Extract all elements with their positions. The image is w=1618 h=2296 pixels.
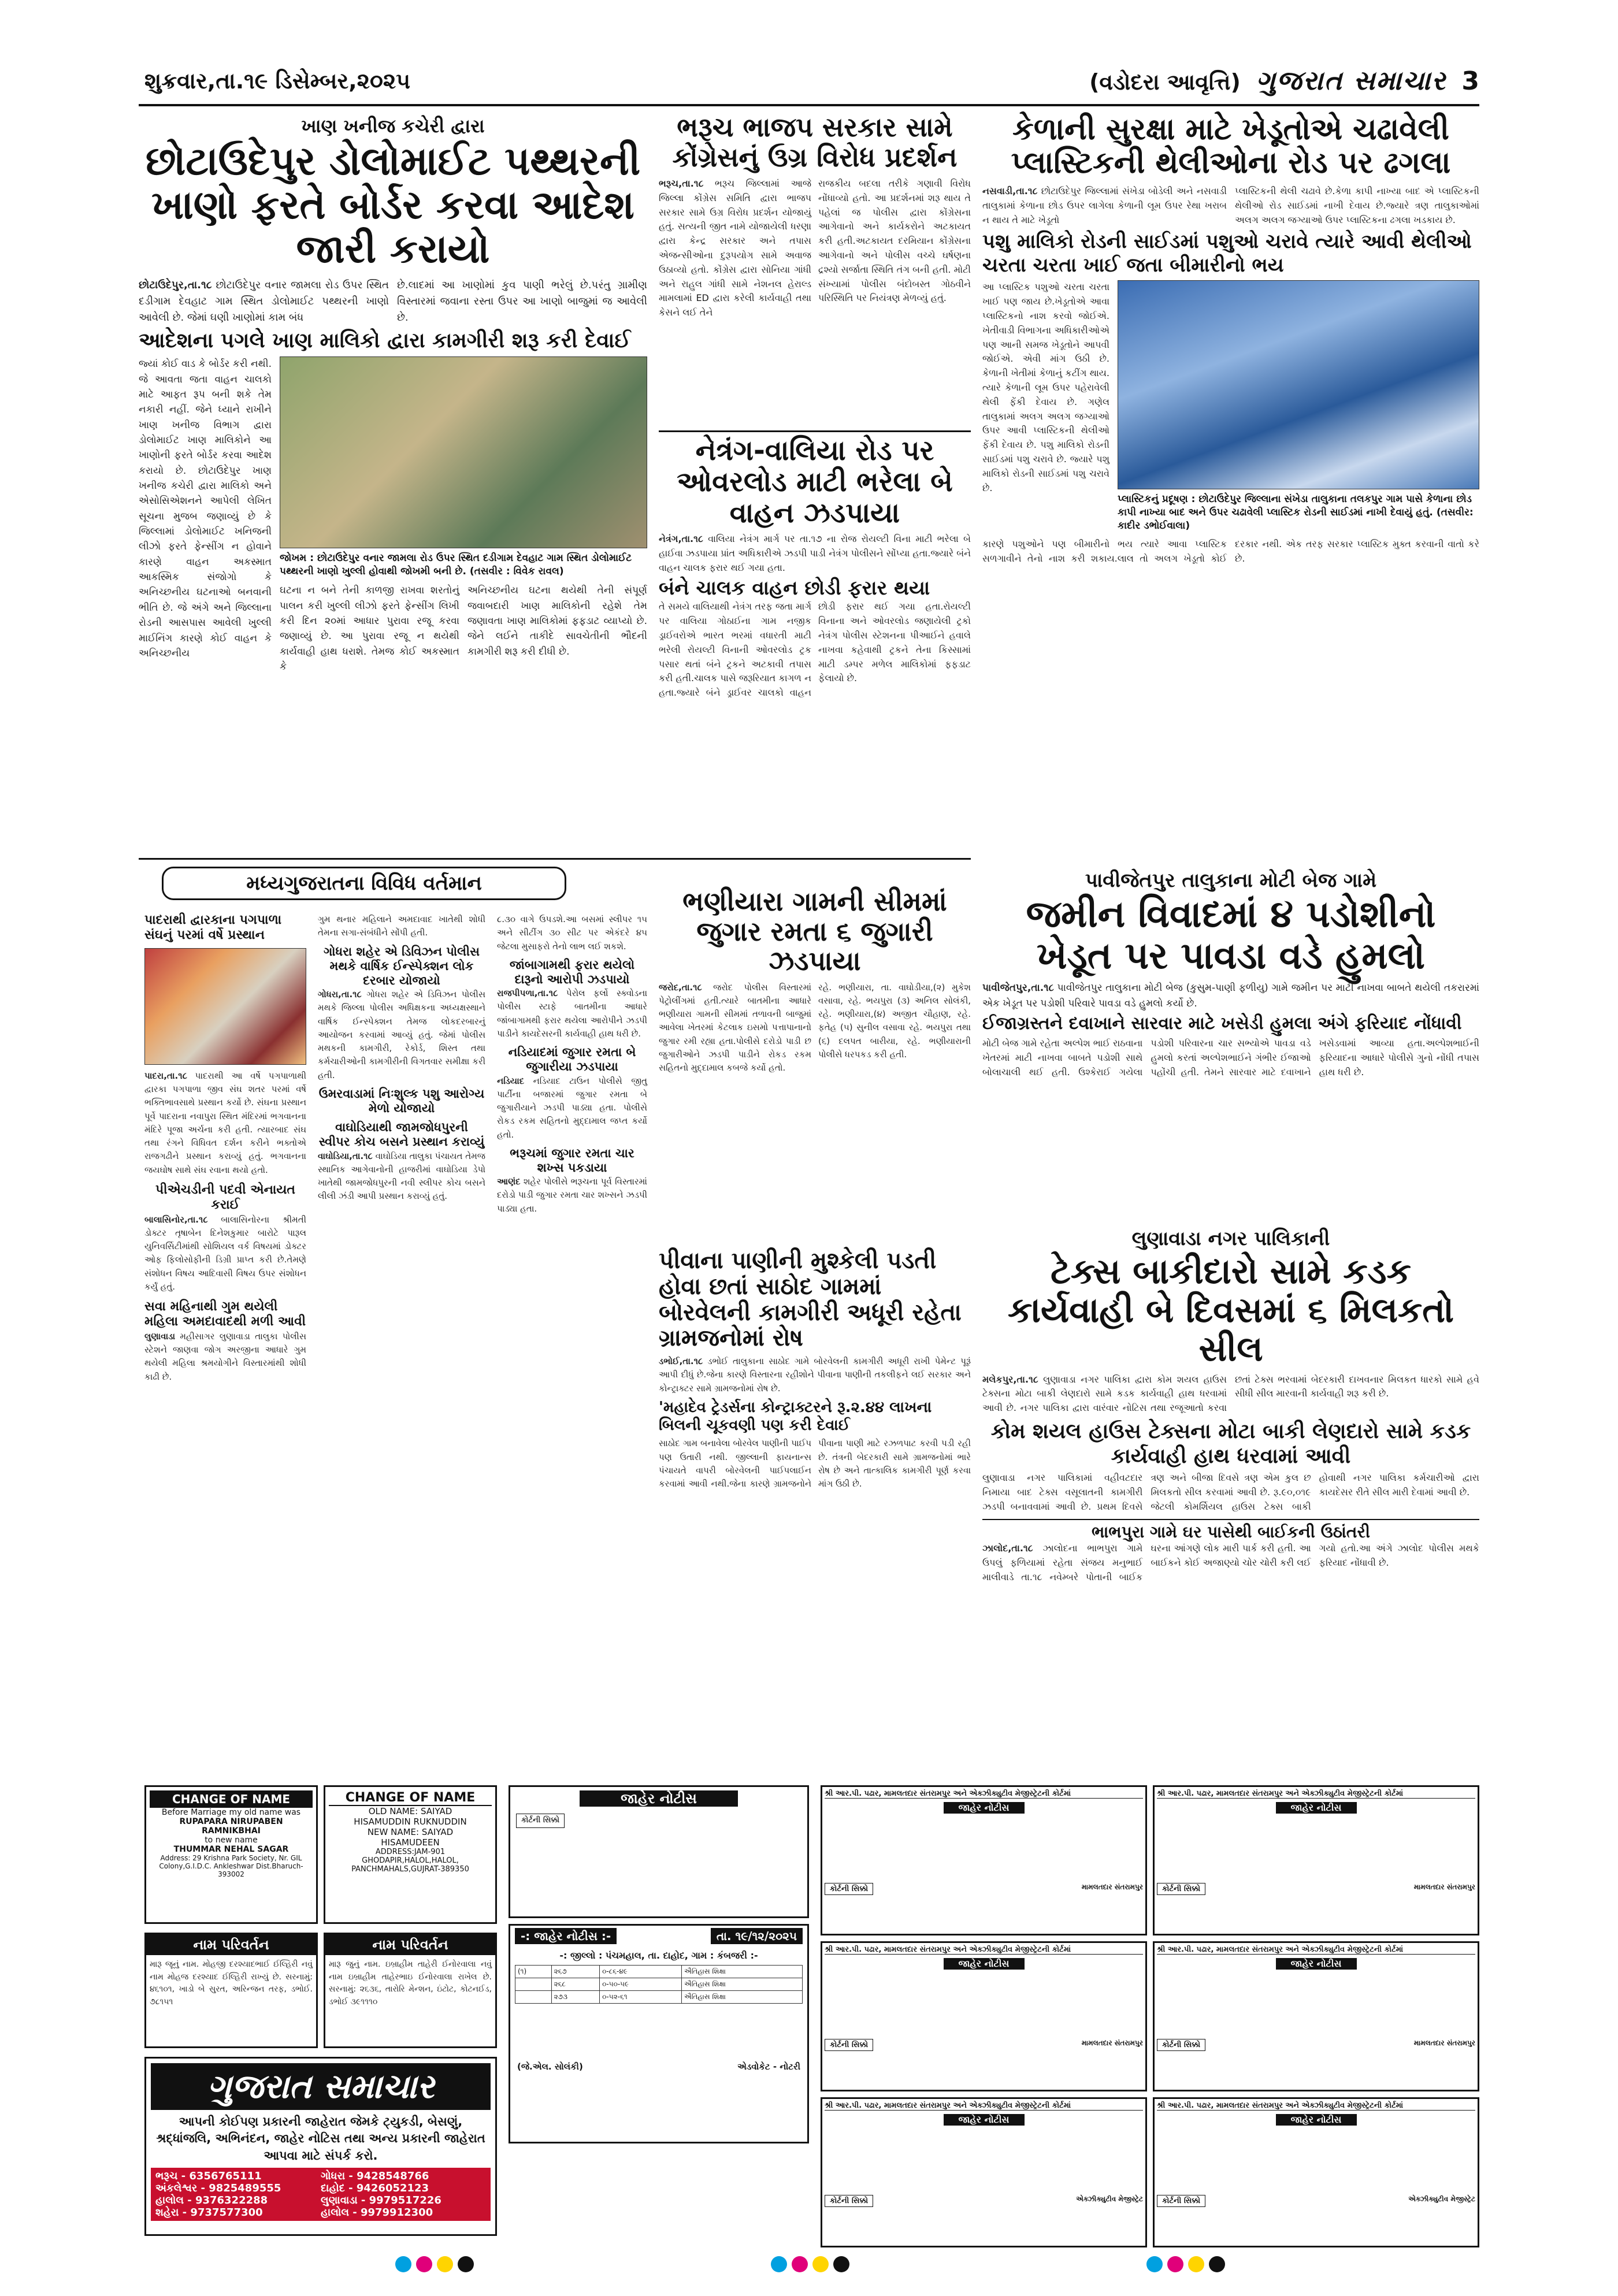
brief-accused-body: રાજપીપળા,તા.૧૮ પેરોલ ફર્લો સ્ક્વોડના પોલીસ સ્ટાફે બાતમીના આધારે જાંબાગામથી ફરાર થયેલા આરોપીને ઝડપી પાડીને કાયદેસરની કાર્યવાહી હાથ ધરી છે. [497, 988, 647, 1039]
public-notice-1 [509, 1785, 809, 1918]
name-change-guj-2 [324, 1933, 497, 2048]
line-5: ADDRESS:JAM-901 GHODAPIR,HALOL,HALOL, PANCHMAHALS,GUJRAT-389350 [351, 1848, 469, 1874]
contact: હાલોલ - 9376322288 [155, 2194, 268, 2207]
court-notice: શ્રી આર.પી. પઢાર, મામલતદાર સંતરામપુર અને એક્ઝીક્યુટીવ મેજીસ્ટ્રેટની કોર્ટમાં જાહેર નોટીસ કોર્ટની સિક્કો એક્ઝીક્યુટીવ મેજીસ્ટ્રેટ [821, 2097, 1147, 2247]
story-netrang-overload [659, 430, 971, 700]
court-notice: શ્રી આર.પી. પઢાર, મામલતદાર સંતરામપુર અને એક્ઝીક્યુટીવ મેજીસ્ટ્રેટની કોર્ટમાં જાહેર નોટીસ કોર્ટની સિક્કો એક્ઝીક્યુટીવ મેજીસ્ટ્રેટ [1153, 2097, 1479, 2247]
name-change-guj-1 [144, 1933, 318, 2048]
contact: ગોધરા - 9428548766 [321, 2170, 429, 2183]
lead-1: છોટાઉદેપુર,તા.૧૮ છોટાઉદેપુર વનાર જામલા રોડ ઉપર સ્થિત દડીગામ દેવહાટ ગામ સ્થિત ડોલોમાઈટ પથ્થરની ખાણો આવેલી છે. જેમાં ઘણી ખાણોમાં કામ બંધ [139, 279, 389, 324]
notice-title: જાહેર નોટીસ [580, 1790, 738, 1807]
headline: ભરૂચ ભાજપ સરકાર સામે કોંગ્રેસનું ઉગ્ર વિરોધ પ્રદર્શન [672, 112, 958, 173]
advocate-name: (જે.એલ. સોલંકી) [517, 2061, 583, 2072]
briefs-col-1 [144, 913, 306, 1384]
body: મારૂ જૂનું નામ. મોહજી દરશ્યાદભાઈ ઈલ્હિરી નવું નામ મોહજ દરશ્યાદ ઈલ્હિરી રાખ્યું છે. સરનામું: ૪૬૧૦૧, ખાડો બે સુરત, અરિન્જન તરફ, ડભોઈ. ૭૮૧૫૧ [150, 1960, 313, 2007]
briefs-col-2 [318, 913, 485, 1203]
headline: પીવાના પાણીની મુશ્કેલી પડતી હોવા છતાં સાઠોદ ગામમાં બોરવેલની કામગીરી અધૂરી રહેતા ગ્રામજનોમાં રોષ [659, 1247, 962, 1352]
land-table [515, 1965, 803, 2004]
brief-padra-title: પાદરાથી દ્વારકાના પગપાળા સંઘનું પરમાં વર્ષે પ્રસ્થાન [144, 913, 282, 943]
brief-bharuch-title: ભરૂચમાં જુગાર રમતા ચાર શખ્સ પકડાયા [510, 1146, 634, 1175]
line-2: RUPAPARA NIRUPABEN [179, 1817, 283, 1826]
brief-phd-title: પીએચડીની પદવી એનાયત કરાઈ [155, 1182, 295, 1213]
brief-missing-title: સવા મહિનાથી ગુમ થયેલી મહિલા અમદાવાદથી મળી આવી [144, 1299, 306, 1329]
contact: લુણાવાડા - 9979517226 [321, 2194, 441, 2207]
line-4: to new name [205, 1836, 258, 1845]
brief-nadiad-title: નડિયાદમાં જુગાર રમતા બે જુગારીયા ઝડપાયા [508, 1045, 636, 1074]
contact: હાલોલ - 9979912300 [321, 2206, 433, 2219]
contact: દાહોદ - 9426052123 [321, 2182, 429, 2195]
kicker: પાવીજેતપુર તાલુકાના મોટી બેજ ગામે [1085, 869, 1377, 892]
table-row: (૧) ૨૬૭ ૦-૮૬-૪૯ ઐતિહાસ શિક્ષા [515, 1966, 803, 1978]
brief-bus-title: વાઘોડિયાથી જામજોધપુરની સ્વીપર કોચ બસને પ્રસ્થાન કરાવ્યું [318, 1120, 485, 1149]
body-cont-1: ઘટના ન બને તેની કાળજી રાખવા શરતોનું પાલન કરી ખુલ્લી લીઝો ફરતે ફેન્સીંગ લિખી કરી દિન ૨૦માં આધાર પુરાવા રજૂ કરવા જણાવ્યું છે. આ પુરાવા રજૂ ન થયેથી કાર્યવાહી હાથ ધરાશે. તેમજ કોઈ અકસ્માત કે [280, 585, 459, 673]
body-1: ભરૂચ,તા.૧૮ ભરૂચ જિલ્લામાં આજે જિલ્લા કોંગ્રેસ સમિતિ દ્વારા ભાજપ સરકાર સામે ઉગ્ર વિરોધ પ્રદર્શન યોજાયું હતું. સત્યની જીત નામે યોજાયેલી ધરણા દ્વારા કેન્દ્ર સરકાર અને તપાસ એજન્સીઓના દુરૂપયોગ સામે અવાજ ઉઠાવ્યો હતો. કોંગ્રેસ દ્વારા સોનિયા ગાંધી અને રાહુલ ગાંધી સામે નેશનલ હેરાલ્ડ મામલામાં ED દ્વારા કરેલી કાર્યવાહી તથા કેસને લઈ તેને [659, 178, 812, 318]
body: મારૂ જુનું નામ. ઇબ્રાહીમ તાહેરી ઈનોરવાલા નવું નામ ઇબ્રાહીમ તાહેરભાઇ ઈનોરવાલા રાખેલ છે. સરનામું: ૨૬૩૬, તારોરિ મેન્શન, ઇંટોટ, કોટનઈડ, ડભોઈ ૩૯૧૧૧૦ [329, 1960, 492, 2007]
body: લુણાવાડા નગર પાલિકામાં વહીવટદાર નિમાયા બાદ ટેક્સ વસૂલાતની કામગીરી ઝડપી બનાવવામાં આવી છે. પ્રથમ દિવસે ત્રણ અને બીજા દિવસે ત્રણ એમ કુલ છ મિલકતો સીલ કરવામાં આવી છે. રૂ.૯૦,૦૧૯ જેટલી કોમર્શિયલ હાઉસ ટેક્સ બાકી હોવાથી નગર પાલિકા કર્મચારીઓ દ્વારા કાયદેસર રીતે સીલ મારી દેવામાં આવી છે. [982, 1472, 1479, 1512]
title: CHANGE OF NAME [150, 1790, 313, 1808]
brief-accused-title: જાંબાગામથી ફરાર થયેલો દારૂનો આરોપી ઝડપાયો [509, 957, 635, 986]
line-4: HISAMUDEEN [381, 1837, 440, 1848]
table-row: ૨૬૮ ૦-૫૦-૫૯ ઐતિહાસ શિક્ષા [515, 1978, 803, 1991]
line-1: OLD NAME: SAIYAD [368, 1806, 452, 1816]
story-borewell [659, 1248, 971, 1491]
kicker: ખાણ ખનીજ કચેરી દ્વારા [301, 115, 485, 137]
brief-missing-body: લુણાવાડા મહીસાગર લુણાવાડા તાલુકા પોલીસ સ્ટેશને જાણવા જોગ અરજીના આધારે ગુમ થયેલી મહિલા શ્રમયોગીને વિસ્તારમાંથી શોધી કાઢી છે. [144, 1331, 306, 1382]
title: CHANGE OF NAME [329, 1790, 492, 1806]
body-cont: કારણે પશુઓને પણ બીમારીનો ભય ત્યારે આવા પ્લાસ્ટિક સળગાવીને તેનો નાશ કરી શકાય.લાલ તો અલગ ખેડૂતો કોઈ દરકાર નથી. એક તરફ સરકાર પ્લાસ્ટિક મુક્ત કરવાની વાતો કરે છે. [982, 538, 1479, 564]
contact: અંકલેશ્વર - 9825489555 [155, 2182, 281, 2195]
briefs-col-3 [497, 913, 647, 1216]
photo-caption: પ્લાસ્ટિકનું પ્રદૂષણ : છોટાઉદેપુર જિલ્લાના સંખેડા તાલુકાના તલકપુર ગામ પાસે કેળાના છોડ કાપી નાખ્યા બાદ અને ઉપર ચઢાવેલી પ્લાસ્ટિક રોડની સાઈડમાં નાખી દેવાયું હતું. (તસવીર: કાદીર ડભોઈવાલા) [1118, 493, 1474, 532]
lead-2: છે.લાદમાં આ ખાણોમાં કુવ પાણી ભરેલું છે.પરંતુ ગ્રામીણ વિસ્તારમાં જવાના રસ્તા ઉપર આ ખાણો બાજુમાં જ આવેલી છે. [397, 279, 647, 324]
print-registration-marks [393, 2256, 476, 2275]
change-of-name-2 [324, 1785, 497, 1924]
subhead: આદેશના પગલે ખાણ માલિકો દ્વારા કામગીરી શરૂ કરી દેવાઈ [139, 329, 631, 353]
advocate-role: એડવોકેટ - નોટરી [737, 2061, 800, 2072]
story-land-dispute [982, 867, 1479, 1079]
line-3: NEW NAME: SAIYAD [367, 1827, 454, 1837]
body: સાઠોદ ગામ બનાવેલા બોરવેલ પાણીની પાઈપ પણ ઉતારી નથી. જીલ્લાની ફાયનાન્સ પંચાયતે વાપરી બોરવેલની પાઈપલાઈન કરવામાં આવી નથી.જેના કારણે ગ્રામજનોને પીવાના પાણી માટે રઝળપાટ કરવી પડી રહી છે. તંત્રની બેદરકારી સામે ગ્રામજનોમાં ભારે રોષ છે અને તાત્કાલિક કામગીરી પૂર્ણ કરવા માંગ ઉઠી છે. [659, 1438, 971, 1489]
lead: નેત્રંગ,તા.૧૮ વાલિયા નેત્રંગ માર્ગ પર તા.૧૭ ના રોજ રોયલ્ટી વિના માટી ભરેલા બે હાઈવા ઝડપાયા પ્રાંત અધિકારીએ ઝડપી પાડી નેત્રંગ પોલીસને સોંપ્યા હતા.જ્યારે બંને વાહન ચાલક ફરાર થઈ ગયા હતા. [659, 533, 971, 573]
lead: ડભોઈ,તા.૧૮ ડભોઈ તાલુકાના સાઠોદ ગામે બોરવેલની કામગીરી અધૂરી રાખી પેમેન્ટ પૂરૂં આપી દીધું છે.જેના કારણે વિસ્તારના રહીશોને પીવાના પાણીની તકલીફને લઈ સરકાર અને કોન્ટ્રાક્ટર સામે ગ્રામજનોમાં રોષ છે. [659, 1356, 971, 1394]
brief-phd-body: બાલાસિનોર,તા.૧૮ બાલાસિનોરના શ્રીમતી ડોક્ટર તૃષાબેન દિનેશકુમાર બારોટે પારૂલ યુનિવર્સિટીમાંથી સોશિયલ વર્ક વિષયમાં ડોક્ટર ઓફ ફિલોસોફીની ડિગ્રી પ્રાપ્ત કરી છે.તેમણે સંશોધન વિષય આદિવાસી વિષય ઉપર સંશોધન કર્યું હતું. [144, 1214, 306, 1292]
divider [139, 858, 971, 860]
notice-date: તા. ૧૯/૧૨/૨૦૨૫ [711, 1928, 803, 1944]
pilgrims-photo [144, 948, 306, 1065]
contact: ભરૂચ - 6356765111 [155, 2170, 262, 2183]
subhead: ઈજાગ્રસ્તને દવાખાને સારવાર માટે ખસેડી હુમલા અંગે ફરિયાદ નોંધાવી [982, 1013, 1462, 1034]
subhead: બંને ચાલક વાહન છોડી ફરાર થયા [659, 576, 930, 600]
headline: ભણીયારા ગામની સીમમાં જુગાર રમતા ૬ જુગારી ઝડપાયા [682, 886, 947, 977]
brief-padra-body: પાદરા,તા.૧૮ પાદરાથી આ વર્ષે પગપાળાથી દ્વારકા પગપાળા જીવ સંઘ શતર પરમાં વર્ષે ભક્તિભાવસાથે પ્રસ્થાન કર્યો છે. સંઘના પ્રસ્થાન પૂર્વે પાદરાના નવાપુરા સ્થિત મંદિરમાં ભગવાનના મંદિરે પૂજા અર્ચના કરી હતી. ત્યારબાદ સંઘ તથા રંગને વિધિવત દર્શન કરીને ભક્તોએ રાજગઢીને પ્રસ્થાન કરાવ્યું હતું. ભગવાનના જયઘોષ સાથે સંઘ રવાના થયો હતો. [144, 1070, 306, 1175]
headline: નેત્રંગ-વાલિયા રોડ પર ઓવરલોડ માટી ભરેલા બે વાહન ઝડપાયા [677, 434, 953, 529]
brief-bus-body: વાઘોડિયા,તા.૧૮ વાઘોડિયા તાલુકા પંચાયત તેમજ સ્થાનિક આગેવાનોની હાજરીમાં વાઘોડિયા ડેપો ખાતેથી જામજોધપુરની નવી સ્લીપર કોચ બસને લીલી ઝંડી આપી પ્રસ્થાન કરાવ્યું હતું. [318, 1150, 485, 1202]
headline: છોટાઉદેપુર ડોલોમાઈટ પથ્થરની ખાણો ફરતે બોર્ડર કરવા આદેશ જારી કરાયો [145, 139, 641, 273]
title: નામ પરિવર્તન [146, 1934, 316, 1955]
district-line: -: જીલ્લો : પંચમહાલ, તા. દાહોદ, ગામ : કંબજરી :- [559, 1950, 758, 1961]
theft-title: ભાભપુરા ગામે ઘર પાસેથી બાઈકની ઉઠાંતરી [982, 1519, 1479, 1542]
paper-name: ગુજરાત સમાચાર [1256, 65, 1446, 96]
brief-cont: ગુમ થનાર મહિલાને અમદાવાદ ખાતેથી શોધી તેમના સગા-સંબંધીને સોંપી હતી. [318, 914, 485, 938]
line-5: THUMMAR NEHAL SAGAR [173, 1845, 289, 1854]
brief-vet-title: ઉમરવાડામાં નિઃશુલ્ક પશુ આરોગ્ય મેળો યોજાયો [318, 1086, 485, 1115]
line-6: Address: 29 Krishna Park Society, Nr. GIL Colony,G.I.D.C. Ankleshwar Dist.Bharuch-393002 [159, 1854, 303, 1878]
lead-2: પ્લાસ્ટિકની થેલી ચઢાવે છે.કેળા કાપી નાખ્યા બાદ એ પ્લાસ્ટિકની થેલીઓ રોડ સાઈડમાં નાખી દેવાય છે.જ્યારે ત્રણ તાલુકાઓમાં અલગ અલગ જગ્યાઓ ઉપર પ્લાસ્ટિકના ઢગલા ખડકાય છે. [1235, 185, 1479, 226]
headline: જમીન વિવાદમાં ૪ પડોશીનો ખેડૂત પર પાવડા વડે હુમલો [1026, 893, 1436, 978]
ad-tagline: આપની કોઈપણ પ્રકારની જાહેરાત જેમકે ટ્યુકડી, બેસણું, શ્રદ્ધાંજલિ, અભિનંદન, જાહેર નોટિસ તથા અન્ય પ્રકારની જાહેરાત આપવા માટે સંપર્ક કરો. [156, 2115, 485, 2163]
gs-advert [144, 2057, 497, 2236]
subhead: કોમ શયલ હાઉસ ટેક્સના મોટા બાકી લેણદારો સામે કડક કાર્યવાહી હાથ ધરવામાં આવી [990, 1419, 1471, 1469]
ad-logo: ગુજરાત સમાચાર [151, 2063, 491, 2110]
change-of-name-1 [144, 1785, 318, 1924]
body: જરોદ,તા.૧૮ જરોદ પોલીસ વિસ્તારમાં પેટ્રોલીંગમાં હતી.ત્યારે બાતમીના આધારે ભણીયારા ગામની સીમમાં તળાવની બાજુમાં આવેલા ખેતરમાં કેટલાક ઇસમો પત્તાપાનાનો જુગાર રમી રહ્યા હતા.પોલીસે દરોડો પાડી છ જુગારીઓને ઝડપી પાડીને રોકડ રકમ સહિતનો મુદ્દામાલ કબજે કર્યો હતો. [659, 982, 811, 1073]
brief-bharuch-body: આણંદ શહેર પોલીસે ભરૂચના પૂર્વ વિસ્તારમાં દરોડો પાડી જુગાર રમતા ચાર શખ્સને ઝડપી પાડ્યા હતા. [497, 1176, 647, 1214]
line-3: RAMNIKBHAI [202, 1826, 261, 1836]
notice-signature-block: કોર્ટની સિક્કો [510, 1810, 807, 1831]
headline: ટેક્સ બાકીદારો સામે કડક કાર્યવાહી બે દિવસમાં ૬ મિલકતો સીલ [1008, 1251, 1454, 1370]
notice-title: -: જાહેર નોટીસ :- [515, 1928, 617, 1944]
photo-caption: જોખમ : છોટાઉદેપુર વનાર જામલા રોડ ઉપર સ્થિત દડીગામ દેવહાટ ગામ સ્થિત ડોલોમાઈટ પથ્થરની ખાણો ખુલ્લી હોવાથી જોખમી બની છે. (તસવીર : વિવેક રાવલ) [280, 552, 632, 578]
brief-nadiad-body: નડિયાદ નડિયાદ ટાઉન પોલીસે જીતુ પાર્ટીના બજારમાં જુગાર રમતા બે જુગારીયાને ઝડપી પાડ્યા હતા. પોલીસે રોકડ રકમ સહિતનો મુદ્દામાલ જપ્ત કર્યો હતો. [497, 1075, 647, 1140]
story-gambling [659, 887, 971, 1075]
contact: શહેરા - 9737577300 [155, 2206, 263, 2219]
theft-body: ઝાલોદ,તા.૧૮ ઝાલોદના ભાભપુરા ગામે ઉપલું ફળિયામાં રહેતા સંજય મનુભાઈ માલીવાડે તા.૧૮ નવેમ્બરે પોતાની બાઈક ઘરના આંગણે લોક મારી પાર્ક કરી હતી. આ બાઈકને કોઈ અજાણ્યો ચોર ચોરી કરી લઈ ગયો હતો.આ અંગે ઝાલોદ પોલીસ મથકે ફરિયાદ નોંધાવી છે. [982, 1543, 1479, 1582]
body-2: રાજકીય બદલા તરીકે ગણાવી વિરોધ નોંધાવ્યો હતો. આ પ્રદર્શનમાં શરૂ થાય તે પહેલાં જ પોલીસ દ્વારા કોંગ્રેસના આગેવાનો અને કાર્યકરોને અટકાયત કરી હતી.અટકાયત દરમિયાન કોંગ્રેસના આગેવાનો અને પોલીસ વચ્ચે ઘર્ષણના દ્રશ્યો સર્જાતા સ્થિતિ તંગ બની હતી. મોટી સંખ્યામાં પોલીસ બંદોબસ્ત ગોઠવીને પરિસ્થિતિ પર નિયંત્રણ મેળવ્યું હતું. [818, 178, 971, 304]
line-2: HISAMUDDIN RUKNUDDIN [354, 1816, 467, 1827]
masthead [1089, 65, 1479, 97]
court-notice: શ્રી આર.પી. પઢાર, મામલતદાર સંતરામપુર અને એક્ઝીક્યુટીવ મેજીસ્ટ્રેટની કોર્ટમાં જાહેર નોટીસ કોર્ટની સિક્કો મામલતદાર સંતરામપુર [1153, 1785, 1479, 1935]
body: મોટી બેજ ગામે રહેતા અલ્પેશ ભાઈ રાઠવાના ખેતરમાં માટી નાખવા બાબતે પડોશી સાથે બોલાચાલી થઈ હતી. ઉશ્કેરાઈ ગયેલા પડોશી પરિવારના ચાર સભ્યોએ પાવડા વડે હુમલો કરતાં અલ્પેશભાઈને ગંભીર ઈજાઓ પહોંચી હતી. તેમને સારવાર માટે દવાખાને ખસેડવામાં આવ્યા હતા.અલ્પેશભાઈની ફરિયાદના આધારે પોલીસે ગુનો નોંધી તપાસ હાથ ધરી છે. [982, 1038, 1479, 1078]
subhead: પશુ માલિકો રોડની સાઈડમાં પશુઓ ચરાવે ત્યારે આવી થેલીઓ ચરતા ચરતા ખાઈ જતા બીમારીનો ભય [982, 229, 1472, 277]
print-registration-marks [1144, 2256, 1227, 2275]
ad-contacts [151, 2168, 491, 2221]
line-1: Before Marriage my old name was [161, 1808, 301, 1817]
page-number: 3 [1461, 66, 1479, 96]
plastic-photo [1118, 280, 1479, 489]
print-registration-marks [769, 2256, 852, 2275]
story-plastic-bags [982, 113, 1479, 566]
story-bharuch-protest [659, 113, 971, 320]
lead-1: નસવાડી,તા.૧૮ છોટાઉદેપુર જિલ્લામાં સંખેડા બોડેલી અને નસવાડી તાલુકામાં કેળાના છોડ ઉપર લાગેલા કેળાની લૂમ ઉપર રેથા ખરાબ ન થાય તે માટે ખેડૂતો [982, 185, 1227, 226]
body: તે સમયે વાલિયાથી નેત્રંગ તરફ જતા માર્ગ પર વાલિયા ગોઠાઈના ગામ નજીક ડ્રાઈવરોએ ભારત ભરમાં વધારતી માટી ભરેલી રોયલ્ટી વિનાની ઓવરલોડ ટ્રક પસાર થતાં બંને ટ્રકને અટકાવી તપાસ કરી હતી.ચાલક પાસે જરૂરિયાત કાગળ ન હતા.જ્યારે બંને ડ્રાઈવર ચાલકો વાહન છોડી ફરાર થઈ ગયા હતા.રોયલ્ટી વિનાના અને ઓવરલોડ જણાયેલી ટ્રકો નેત્રંગ પોલીસ સ્ટેશનના પીઆઈને હવાલે નાખવા કહેવાથી ટ્રકને તેના કિસ્સામાં માટી ડમ્પર મળેલ માલિકોમાં ફફડાટ ફેલાયો છે. [659, 601, 971, 699]
brief-godhra-body: ગોધરા,તા.૧૮ ગોધરા શહેર એ ડિવિઝન પોલીસ મથકે જિલ્લા પોલીસ અધિક્ષકના અધ્યક્ષસ્થાને વાર્ષિક ઈન્સ્પેક્શન તેમજ લોકદરબારનું આયોજન કરવામાં આવ્યું હતું. જેમાં પોલીસ મથકની કામગીરી, રેકોર્ડ, શિસ્ત તથા કર્મચારીઓની કામગીરીની વિગતવાર સમીક્ષા કરી હતી. [318, 989, 485, 1080]
body-cont-2: અનિચ્છનીય ઘટના થયેથી તેની સંપૂર્ણ જવાબદારી ખાણ માલિકોની રહેશે તેમ જણાવતા ખાણ માલિકોમાં ફફડાટ વ્યાપ્યો છે. જેને લઈને તાકીદે સાવચેતીની ભૌદની કામગીરી શરૂ કરી દીધી છે. [467, 585, 647, 657]
quarry-photo [280, 356, 647, 548]
title: નામ પરિવર્તન [325, 1934, 495, 1955]
body: જ્યાં કોઈ વાડ કે બોર્ડર કરી નથી. જે આવતા જતા વાહન ચાલકો માટે આફત રૂપ બની શકે તેમ નકારી નહીં. જેને ધ્યાને રાખીને ખાણ ખનીજ વિભાગ દ્વારા ડોલોમાઈટ ખાણ માલિકોને આ ખાણોની ફરતે બોર્ડર કરવા આદેશ કરાયો છે. છોટાઉદેપુર ખાણ ખનીજ કચેરી દ્વારા માલિકો અને એસોસિએશનને આપેલી લેખિત સૂચના મુજબ જણાવ્યું છે કે જિલ્લામાં ડોલોમાઈટ ખનિજની લીઝો ફરતે ફેન્સીંગ ન હોવાને કારણે વાહન અકસ્માત આકસ્મિક સંજોગો કે અનિચ્છનીય ઘટનાઓ બનવાની ભીતિ છે. જે અંગે અને જિલ્લાના રોડની આસપાસ આવેલી ખુલ્લી માઈનિંગ કારણે કોઈ વાહન કે અનિચ્છનીય [139, 358, 272, 659]
court-notice: શ્રી આર.પી. પઢાર, મામલતદાર સંતરામપુર અને એક્ઝીક્યુટીવ મેજીસ્ટ્રેટની કોર્ટમાં જાહેર નોટીસ કોર્ટની સિક્કો મામલતદાર સંતરામપુર [821, 1785, 1147, 1935]
brief-cont: ૮.૩૦ વાગે ઉપડશે.આ બસમાં સ્લીપર ૧૫ અને સીટીંગ ૩૦ સીટ પર એકંદરે ૪૫ જેટલા મુસાફરો તેનો લાભ લઈ શકશે. [497, 914, 647, 952]
table-row: ૨૭૩ ૦-૫૨-૬૧ ઐતિહાસ શિક્ષા [515, 1991, 803, 2004]
story-lunawada-tax [982, 1225, 1479, 1585]
section-banner: મધ્યગુજરાતના વિવિધ વર્તમાન [162, 867, 566, 900]
issue-date: શુક્રવાર,તા.૧૯ ડિસેમ્બર,૨૦૨૫ [144, 68, 411, 94]
brief-godhra-title: ગોધરા શહેર એ ડિવિઝન પોલીસ મથકે વાર્ષિક ઈન્સ્પેક્શન લોક દરબાર યોજાયો [323, 944, 480, 987]
edition: (વડોદરા આવૃત્તિ) [1089, 69, 1241, 95]
court-notice: શ્રી આર.પી. પઢાર, મામલતદાર સંતરામપુર અને એક્ઝીક્યુટીવ મેજીસ્ટ્રેટની કોર્ટમાં જાહેર નોટીસ કોર્ટની સિક્કો મામલતદાર સંતરામપુર [821, 1941, 1147, 2091]
public-notice-2 [509, 1924, 809, 2143]
lead: પાવીજેતપુર,તા.૧૮ પાવીજેતપુર તાલુકાના મોટી બેજ (કુસુમ-પાણી ફળીયુ) ગામે જમીન પર માટી નાખવા બાબતે થયેલી તકરારમાં એક ખેડૂત પર પડોશી પરિવારે પાવડા વડે હુમલો કર્યો છે. [982, 982, 1480, 1009]
court-notice: શ્રી આર.પી. પઢાર, મામલતદાર સંતરામપુર અને એક્ઝીક્યુટીવ મેજીસ્ટ્રેટની કોર્ટમાં જાહેર નોટીસ કોર્ટની સિક્કો મામલતદાર સંતરામપુર [1153, 1941, 1479, 2091]
body: આ પ્લાસ્ટિક પશુઓ ચરતા ચરતા ખાઈ પણ જાય છે.ખેડૂતોએ આવા પ્લાસ્ટિકનો નાશ કરવો જોઈએ. ખેતીવાડી વિભાગના અધિકારીઓએ પણ આની સમજ ખેડૂતોને આપવી જોઈએ. એવી માંગ ઉઠી છે. કેળાની ખેતીમાં કેળાનું કટીંગ થાય. ત્યારે કેળાની લૂમ ઉપર પહેરાવેલી થેલી ફેંકી દેવાય છે. ગણેલ તાલુકામાં અલગ અલગ જગ્યાઓ ઉપર આવી પ્લાસ્ટિકની થેલીઓ ફેંકી દેવાય છે. પશુ માલિકો રોડની સાઈડમાં પશુ ચરાવે છે. જ્યારે પશુ માલિકો રોડની સાઈડમાં પશુ ચરાવે છે. [982, 281, 1109, 493]
header-rule [139, 104, 1479, 106]
subhead: 'મહાદેવ ટ્રેડર્સના કોન્ટ્રાક્ટરને રૂ.૨.૪૪ લાખના બિલની ચૂકવણી પણ કરી દેવાઈ [659, 1398, 932, 1435]
headline: કેળાની સુરક્ષા માટે ખેડૂતોએ ચઢાવેલી પ્લાસ્ટિકની થેલીઓના રોડ પર ઢગલા [1011, 112, 1451, 181]
court-notices [821, 1785, 1479, 2247]
kicker: લુણાવાડા નગર પાલિકાની [1131, 1227, 1330, 1250]
story-dolomite [139, 113, 647, 674]
accused-list: રહે. ભણીયારા, તા. વાઘોડીયા,(૨) મુકેશ વસાવા, રહે. ભયપુરા (૩) અનિલ સોલંકી, રહે. ભણીયારા,(૪) અજીત ચૌહાણ, રહે. ફતેહ (૫) સુનીલ વસાવા રહે. ભયપુરા તથા (૬) દલપત બારીયા, રહે. ભણીયારાની પોલીસે ધરપકડ કરી હતી. [818, 982, 971, 1060]
lead: મલેકપુર,તા.૧૮ લુણાવાડા નગર પાલિકા દ્વારા કોમ શયલ હાઉસ ટેક્સના મોટા બાકી લેણદારો સામે કડક કાર્યવાહી હાથ ધરવામાં આવી છે. નગર પાલિકા દ્વારા વારંવાર નોટિસ તથા રજૂઆતો કરવા છતાં ટેક્સ ભરવામાં બેદરકારી દાખવનાર મિલકત ધારકો સામે હવે સીધી સીલ મારવાની કાર્યવાહી શરૂ કરી છે. [982, 1373, 1479, 1414]
